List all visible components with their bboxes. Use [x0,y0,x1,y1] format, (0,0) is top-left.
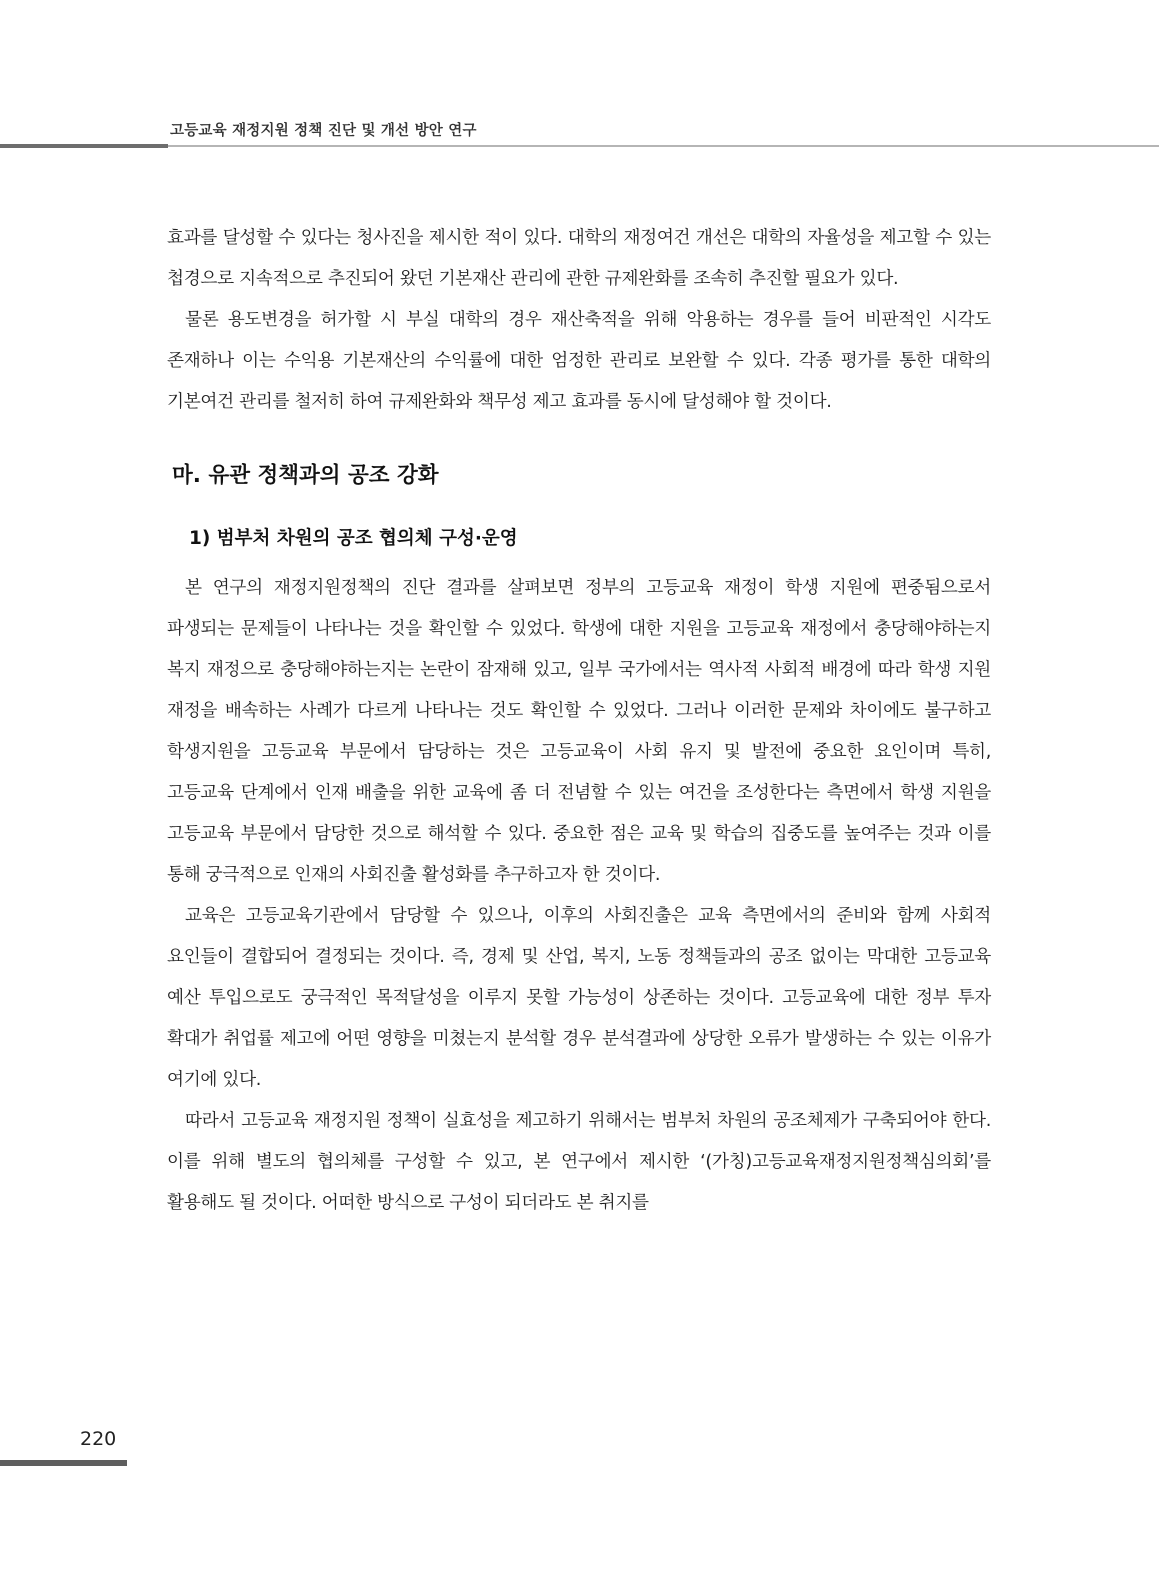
header-rule-accent [0,144,168,148]
body-paragraph: 효과를 달성할 수 있다는 청사진을 제시한 적이 있다. 대학의 재정여건 개선은 대학의 자율성을 제고할 수 있는 첩경으로 지속적으로 추진되어 왔던 기본재산 관리에 관한 규제완화를 조속히 추진할 필요가 있다. [167,228,991,289]
body-paragraph: 따라서 고등교육 재정지원 정책이 실효성을 제고하기 위해서는 범부처 차원의 공조체제가 구축되어야 한다. 이를 위해 별도의 협의체를 구성할 수 있고, 본 연구에서 제시한 ‘(가칭)고등교육재정지원정책심의회’를 활용해도 될 것이다. 어떠한 방식으로 구성이 되더라도 본 취지를 [167,1111,991,1213]
body-paragraph: 물론 용도변경을 허가할 시 부실 대학의 경우 재산축적을 위해 악용하는 경우를 들어 비판적인 시각도 존재하나 이는 수익용 기본재산의 수익률에 대한 엄정한 관리로 보완할 수 있다. 각종 평가를 통한 대학의 기본여건 관리를 철저히 하여 규제완화와 책무성 제고 효과를 동시에 달성해야 할 것이다. [167,310,991,412]
page-number: 220 [80,1428,117,1450]
subsection-heading: 1) 범부처 차원의 공조 협의체 구성·운영 [189,528,518,549]
running-header-title: 고등교육 재정지원 정책 진단 및 개선 방안 연구 [170,123,477,139]
footer-rule [0,1460,127,1466]
header-rule [168,145,1159,147]
body-paragraph: 교육은 고등교육기관에서 담당할 수 있으나, 이후의 사회진출은 교육 측면에서의 준비와 함께 사회적 요인들이 결합되어 결정되는 것이다. 즉, 경제 및 산업, 복지, 노동 정책들과의 공조 없이는 막대한 고등교육 예산 투입으로도 궁극적인 목적달성을 이루지 못할 가능성이 상존하는 것이다. 고등교육에 대한 정부 투자 확대가 취업률 제고에 어떤 영향을 미쳤는지 분석할 경우 분석결과에 상당한 오류가 발생하는 수 있는 이유가 여기에 있다. [167,906,991,1090]
section-heading: 마. 유관 정책과의 공조 강화 [172,463,439,488]
body-paragraph: 본 연구의 재정지원정책의 진단 결과를 살펴보면 정부의 고등교육 재정이 학생 지원에 편중됨으로서 파생되는 문제들이 나타나는 것을 확인할 수 있었다. 학생에 대한 지원을 고등교육 재정에서 충당해야하는지 복지 재정으로 충당해야하는지는 논란이 잠재해 있고, 일부 국가에서는 역사적 사회적 배경에 따라 학생 지원 재정을 배속하는 사례가 다르게 나타나는 것도 확인할 수 있었다. 그러나 이러한 문제와 차이에도 불구하고 학생지원을 고등교육 부문에서 담당하는 것은 고등교육이 사회 유지 및 발전에 중요한 요인이며 특히, 고등교육 단계에서 인재 배출을 위한 교육에 좀 더 전념할 수 있는 여건을 조성한다는 측면에서 학생 지원을 고등교육 부문에서 담당한 것으로 해석할 수 있다. 중요한 점은 교육 및 학습의 집중도를 높여주는 것과 이를 통해 궁극적으로 인재의 사회진출 활성화를 추구하고자 한 것이다. [167,578,991,885]
page-body [167,218,991,1224]
